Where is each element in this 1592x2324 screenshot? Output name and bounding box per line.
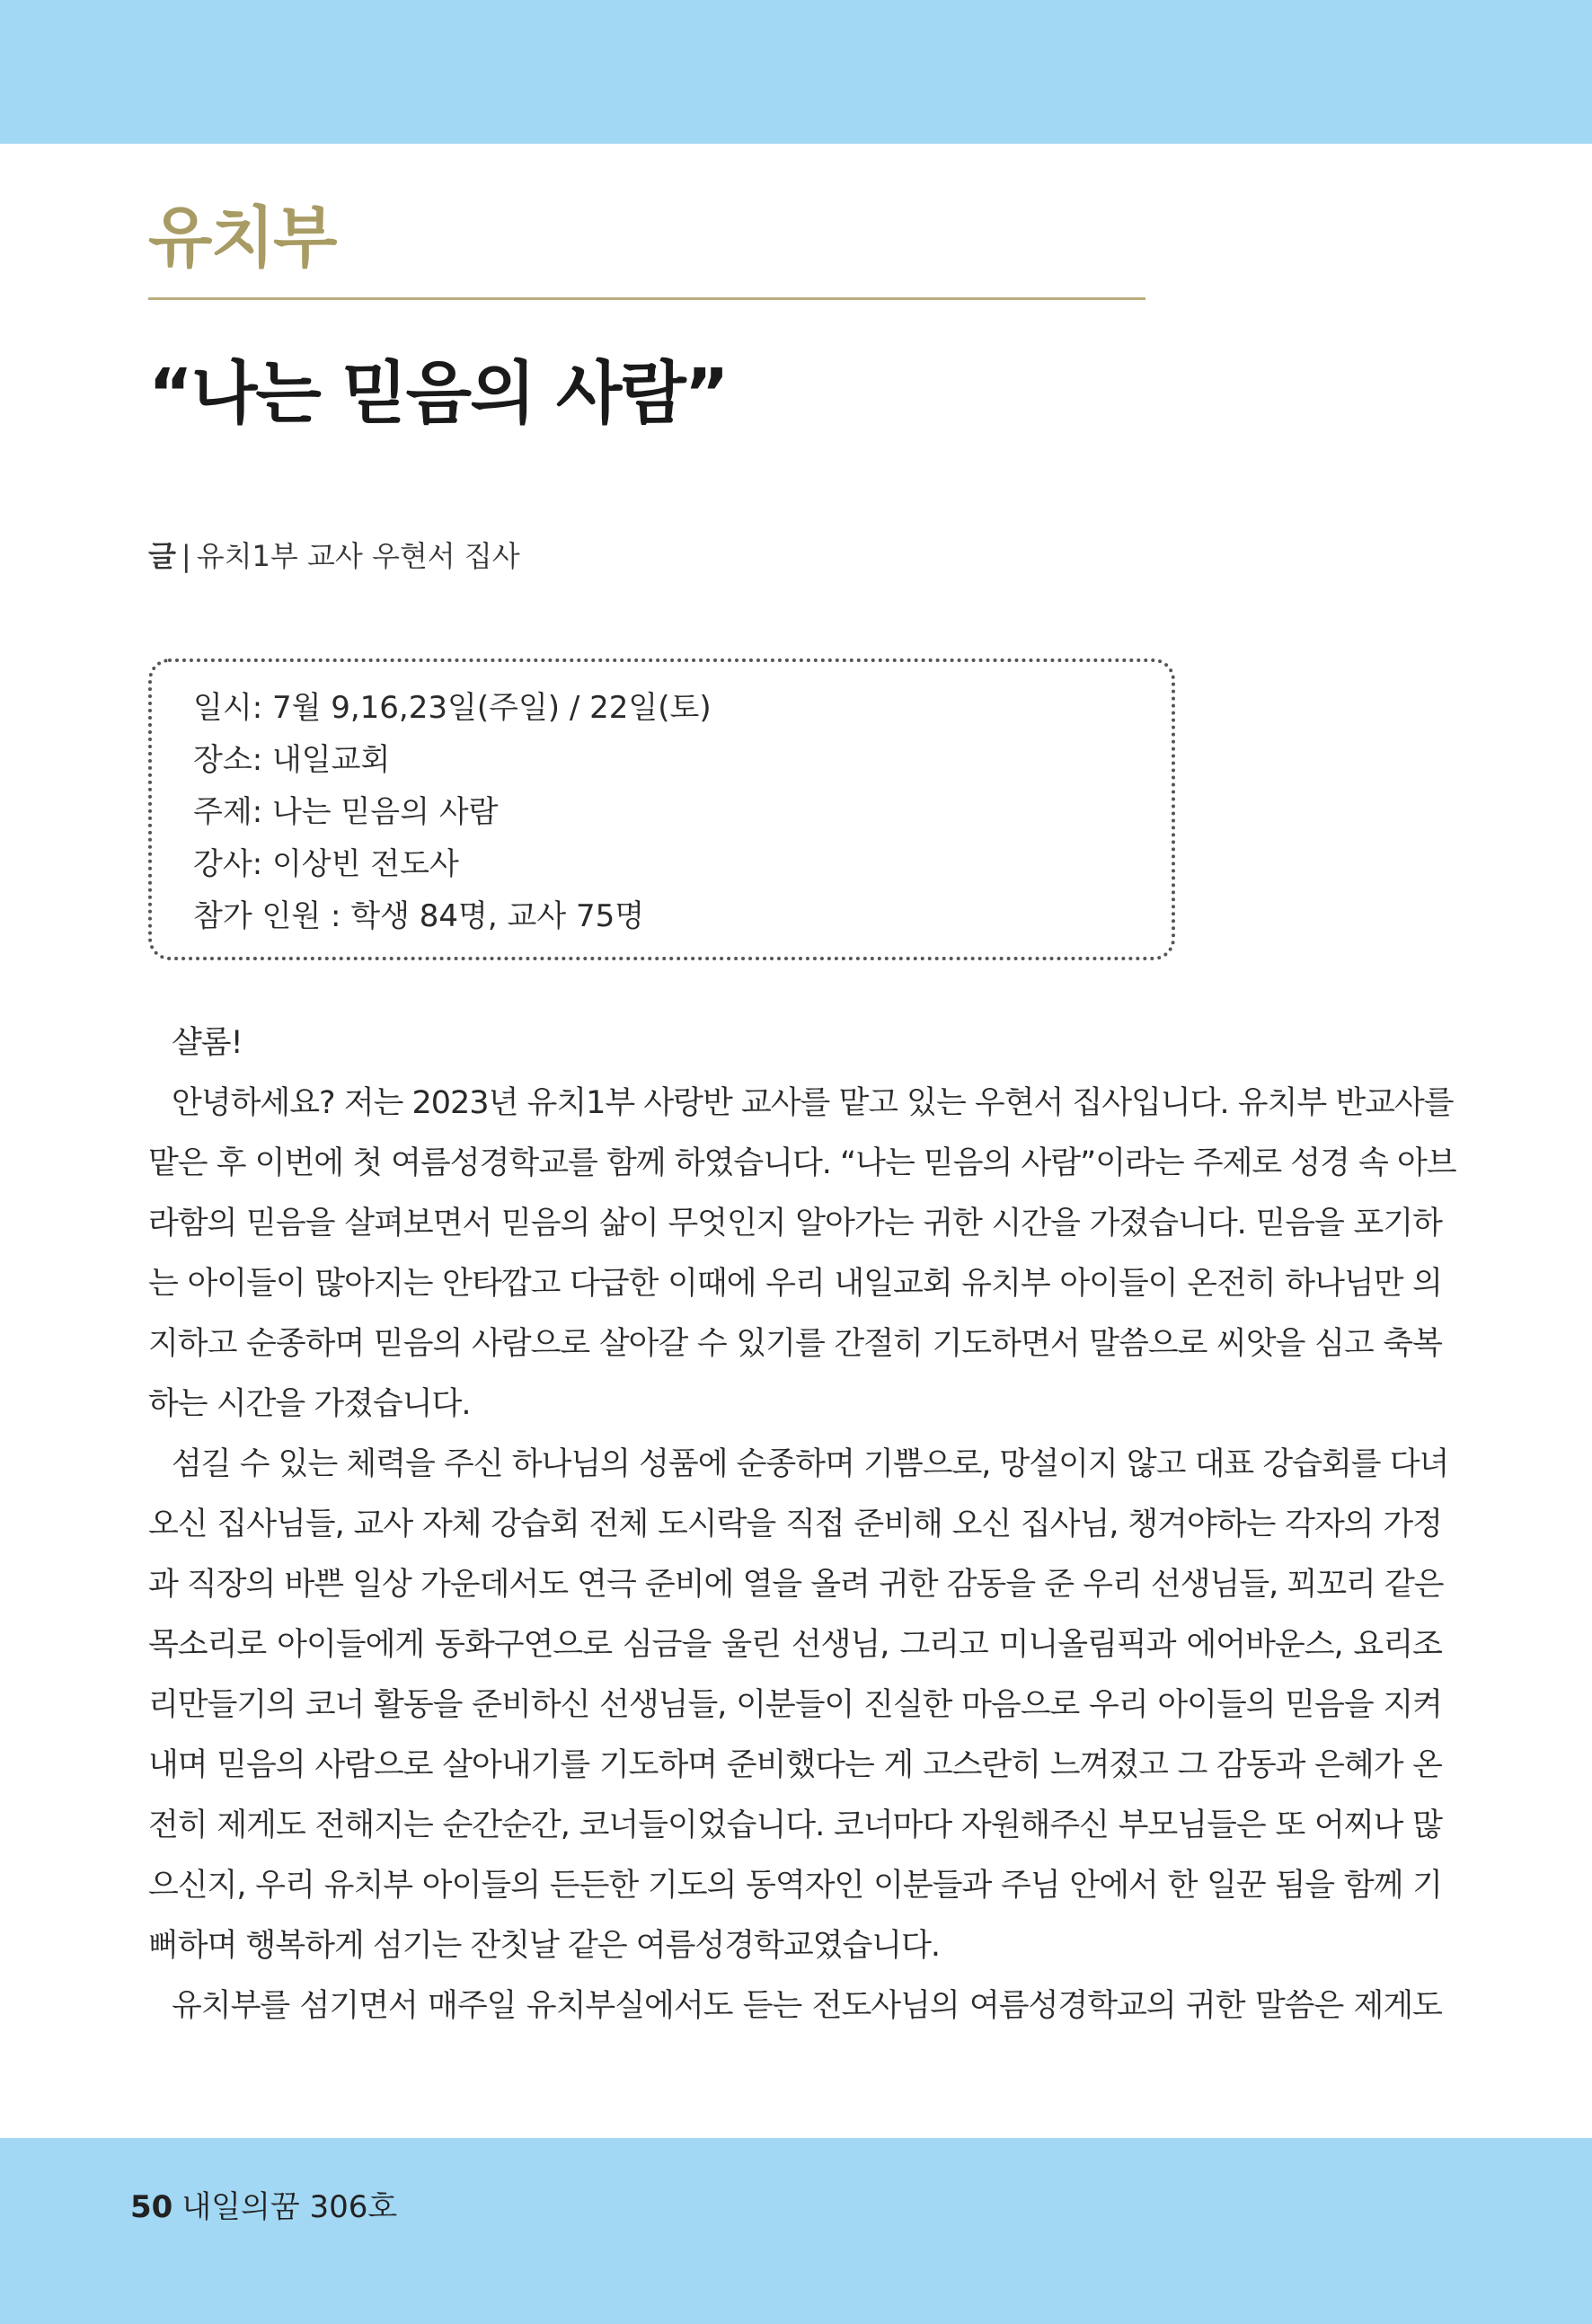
body-line: 섬길 수 있는 체력을 주신 하나님의 성품에 순종하며 기쁨으로, 망설이지 않고 대표 강습회를 다녀 xyxy=(172,1446,1449,1482)
body-line: 뻐하며 행복하게 섬기는 잔칫날 같은 여름성경학교였습니다. xyxy=(148,1928,941,1964)
byline-separator: | xyxy=(181,539,191,573)
body-line: 샬롬! xyxy=(172,1025,243,1061)
article-title: “나는 믿음의 사람” xyxy=(148,353,728,433)
body-line: 리만들기의 코너 활동을 준비하신 선생님들, 이분들이 진실한 마음으로 우리 아이들의 믿음을 지켜 xyxy=(148,1687,1442,1723)
event-info-list xyxy=(193,682,712,942)
body-line: 유치부를 섬기면서 매주일 유치부실에서도 듣는 전도사님의 여름성경학교의 귀한 말씀은 제게도 xyxy=(172,1988,1442,2024)
body-line: 하는 시간을 가졌습니다. xyxy=(148,1386,471,1422)
body-line: 으신지, 우리 유치부 아이들의 든든한 기도의 동역자인 이분들과 주님 안에서 한 일꾼 됨을 함께 기 xyxy=(148,1868,1442,1904)
info-theme: 주제: 나는 믿음의 사람 xyxy=(193,794,499,830)
body-line: 목소리로 아이들에게 동화구연으로 심금을 울린 선생님, 그리고 미니올림픽과 에어바운스, 요리조 xyxy=(148,1627,1442,1663)
top-color-band xyxy=(0,0,1592,144)
article-body xyxy=(148,1013,1456,2037)
page-number: 50 xyxy=(130,2189,173,2225)
info-participants: 참가 인원 : 학생 84명, 교사 75명 xyxy=(193,898,645,934)
info-speaker: 강사: 이상빈 전도사 xyxy=(193,846,459,882)
section-title: 유치부 xyxy=(148,199,336,277)
byline-label: 글 xyxy=(148,539,176,573)
page-footer xyxy=(130,2189,398,2225)
body-line: 지하고 순종하며 믿음의 사람으로 살아갈 수 있기를 간절히 기도하면서 말씀으로 씨앗을 심고 축복 xyxy=(148,1326,1442,1362)
body-line: 내며 믿음의 사람으로 살아내기를 기도하며 준비했다는 게 고스란히 느껴졌고 그 감동과 은혜가 온 xyxy=(148,1747,1442,1783)
body-line: 전히 제게도 전해지는 순간순간, 코너들이었습니다. 코너마다 자원해주신 부모님들은 또 어찌나 많 xyxy=(148,1807,1442,1843)
bottom-color-band xyxy=(0,2138,1592,2324)
body-line: 오신 집사님들, 교사 자체 강습회 전체 도시락을 직접 준비해 오신 집사님, 챙겨야하는 각자의 가정 xyxy=(148,1507,1442,1542)
body-line: 는 아이들이 많아지는 안타깝고 다급한 이때에 우리 내일교회 유치부 아이들이 온전히 하나님만 의 xyxy=(148,1266,1442,1302)
body-line: 라함의 믿음을 살펴보면서 믿음의 삶이 무엇인지 알아가는 귀한 시간을 가졌습니다. 믿음을 포기하 xyxy=(148,1206,1442,1242)
body-line: 맡은 후 이번에 첫 여름성경학교를 함께 하였습니다. “나는 믿음의 사람”이라는 주제로 성경 속 아브 xyxy=(148,1145,1456,1181)
byline-author: 유치1부 교사 우현서 집사 xyxy=(196,539,520,573)
body-line: 안녕하세요? 저는 2023년 유치1부 사랑반 교사를 맡고 있는 우현서 집사입니다. 유치부 반교사를 xyxy=(172,1085,1454,1121)
section-divider xyxy=(148,297,1145,300)
event-info-box xyxy=(148,658,1175,960)
publication-name: 내일의꿈 306호 xyxy=(181,2189,398,2225)
info-date: 일시: 7월 9,16,23일(주일) / 22일(토) xyxy=(193,690,712,726)
body-line: 과 직장의 바쁜 일상 가운데서도 연극 준비에 열을 올려 귀한 감동을 준 우리 선생님들, 꾀꼬리 같은 xyxy=(148,1567,1444,1603)
byline xyxy=(148,539,520,573)
info-place: 장소: 내일교회 xyxy=(193,742,391,778)
